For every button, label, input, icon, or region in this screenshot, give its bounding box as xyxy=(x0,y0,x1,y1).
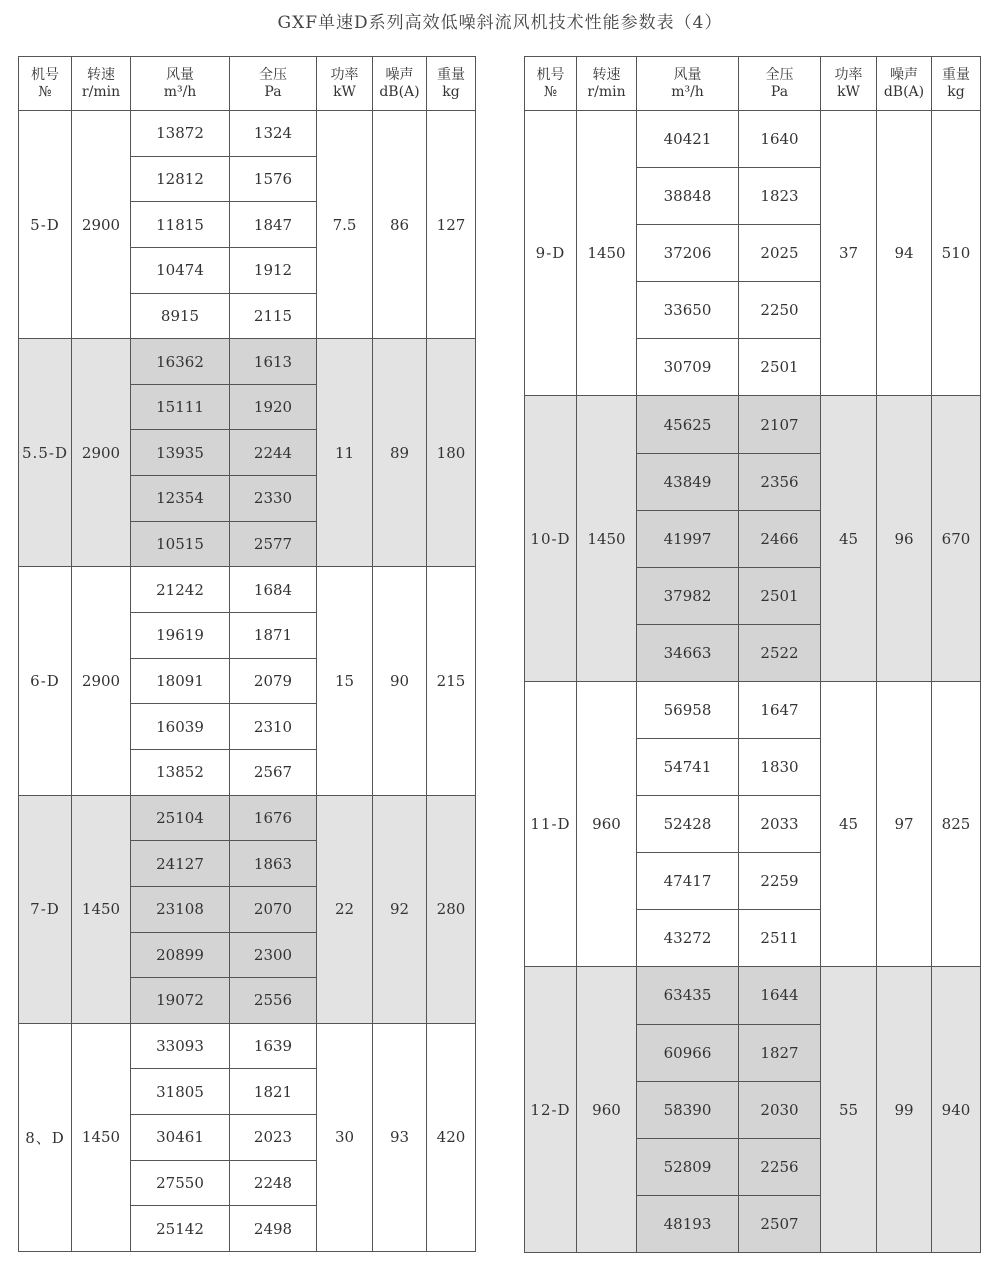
noise-cell: 96 xyxy=(877,396,932,681)
noise-cell: 92 xyxy=(373,795,427,1023)
pressure-cell: 1827 xyxy=(739,1024,821,1081)
table-row xyxy=(19,795,476,841)
header-unit: m³/h xyxy=(671,83,704,100)
airflow-cell: 33650 xyxy=(637,282,739,339)
weight-cell: 420 xyxy=(427,1023,476,1251)
power-cell: 15 xyxy=(317,567,373,795)
noise-header xyxy=(877,57,932,111)
power-cell: 22 xyxy=(317,795,373,1023)
model-cell: 11-D xyxy=(525,681,577,966)
pressure-cell: 1912 xyxy=(230,247,317,293)
airflow-cell: 30709 xyxy=(637,339,739,396)
power-cell: 7.5 xyxy=(317,111,373,339)
header-unit: № xyxy=(38,83,52,100)
airflow-cell: 19619 xyxy=(131,613,230,659)
model-header xyxy=(19,57,72,111)
noise-cell: 89 xyxy=(373,339,427,567)
speed-cell: 2900 xyxy=(72,567,131,795)
pressure-cell: 1830 xyxy=(739,739,821,796)
header-row xyxy=(525,57,981,111)
pressure-header xyxy=(739,57,821,111)
noise-cell: 90 xyxy=(373,567,427,795)
pressure-cell: 2256 xyxy=(739,1138,821,1195)
airflow-cell: 8915 xyxy=(131,293,230,339)
airflow-cell: 48193 xyxy=(637,1195,739,1252)
pressure-cell: 2070 xyxy=(230,886,317,932)
header-unit: Pa xyxy=(264,83,282,100)
pressure-cell: 2507 xyxy=(739,1195,821,1252)
header-unit: kW xyxy=(837,83,860,100)
pressure-cell: 1823 xyxy=(739,168,821,225)
airflow-cell: 27550 xyxy=(131,1160,230,1206)
header-label: 风量 xyxy=(166,66,194,83)
airflow-cell: 16039 xyxy=(131,704,230,750)
pressure-cell: 2300 xyxy=(230,932,317,978)
weight-cell: 180 xyxy=(427,339,476,567)
pressure-cell: 2498 xyxy=(230,1206,317,1252)
airflow-cell: 13852 xyxy=(131,749,230,795)
weight-header xyxy=(932,57,981,111)
airflow-cell: 12812 xyxy=(131,156,230,202)
weight-cell: 940 xyxy=(932,967,981,1252)
header-label: 噪声 xyxy=(385,66,414,83)
power-cell: 37 xyxy=(821,111,877,396)
table-row xyxy=(525,396,981,453)
noise-cell: 99 xyxy=(877,967,932,1252)
pressure-cell: 2567 xyxy=(230,749,317,795)
table-row xyxy=(525,967,981,1024)
power-cell: 11 xyxy=(317,339,373,567)
airflow-cell: 40421 xyxy=(637,111,739,168)
airflow-cell: 25104 xyxy=(131,795,230,841)
airflow-header xyxy=(131,57,230,111)
header-unit: m³/h xyxy=(163,83,197,100)
airflow-header xyxy=(637,57,739,111)
pressure-cell: 1863 xyxy=(230,841,317,887)
header-label: 噪声 xyxy=(890,66,918,83)
pressure-cell: 2511 xyxy=(739,910,821,967)
airflow-cell: 13935 xyxy=(131,430,230,476)
noise-cell: 86 xyxy=(373,111,427,339)
pressure-cell: 2259 xyxy=(739,853,821,910)
airflow-cell: 30461 xyxy=(131,1115,230,1161)
model-cell: 10-D xyxy=(525,396,577,681)
pressure-cell: 2577 xyxy=(230,521,317,567)
header-unit: dB(A) xyxy=(883,83,925,100)
noise-cell: 93 xyxy=(373,1023,427,1251)
power-header xyxy=(317,57,373,111)
airflow-cell: 37982 xyxy=(637,567,739,624)
power-cell: 45 xyxy=(821,396,877,681)
pressure-cell: 2466 xyxy=(739,510,821,567)
header-unit: kg xyxy=(442,83,460,100)
model-cell: 5.5-D xyxy=(19,339,72,567)
airflow-cell: 41997 xyxy=(637,510,739,567)
airflow-cell: 56958 xyxy=(637,681,739,738)
pressure-cell: 2033 xyxy=(739,796,821,853)
weight-cell: 127 xyxy=(427,111,476,339)
power-cell: 55 xyxy=(821,967,877,1252)
airflow-cell: 24127 xyxy=(131,841,230,887)
speed-cell: 960 xyxy=(577,967,637,1252)
airflow-cell: 13872 xyxy=(131,111,230,157)
airflow-cell: 16362 xyxy=(131,339,230,385)
header-label: 机号 xyxy=(31,66,59,83)
pressure-cell: 1676 xyxy=(230,795,317,841)
pressure-header xyxy=(230,57,317,111)
pressure-cell: 2556 xyxy=(230,978,317,1024)
airflow-cell: 20899 xyxy=(131,932,230,978)
pressure-cell: 2248 xyxy=(230,1160,317,1206)
pressure-cell: 2079 xyxy=(230,658,317,704)
header-label: 功率 xyxy=(834,66,863,83)
airflow-cell: 11815 xyxy=(131,202,230,248)
airflow-cell: 52428 xyxy=(637,796,739,853)
pressure-cell: 1920 xyxy=(230,384,317,430)
pressure-cell: 2250 xyxy=(739,282,821,339)
airflow-cell: 60966 xyxy=(637,1024,739,1081)
airflow-cell: 43272 xyxy=(637,910,739,967)
header-label: 功率 xyxy=(330,66,359,83)
model-header xyxy=(525,57,577,111)
spec-table-right xyxy=(524,56,981,1253)
airflow-cell: 25142 xyxy=(131,1206,230,1252)
pressure-cell: 1613 xyxy=(230,339,317,385)
pressure-cell: 2310 xyxy=(230,704,317,750)
pressure-cell: 1639 xyxy=(230,1023,317,1069)
pressure-cell: 2356 xyxy=(739,453,821,510)
model-cell: 12-D xyxy=(525,967,577,1252)
pressure-cell: 1684 xyxy=(230,567,317,613)
power-cell: 30 xyxy=(317,1023,373,1251)
model-cell: 7-D xyxy=(19,795,72,1023)
speed-cell: 960 xyxy=(577,681,637,966)
header-label: 重量 xyxy=(437,66,465,83)
pressure-cell: 2025 xyxy=(739,225,821,282)
model-cell: 9-D xyxy=(525,111,577,396)
header-unit: Pa xyxy=(770,83,789,100)
header-unit: dB(A) xyxy=(379,83,420,100)
table-row xyxy=(19,567,476,613)
airflow-cell: 58390 xyxy=(637,1081,739,1138)
pressure-cell: 2244 xyxy=(230,430,317,476)
airflow-cell: 38848 xyxy=(637,168,739,225)
weight-header xyxy=(427,57,476,111)
header-unit: № xyxy=(543,83,558,100)
model-cell: 6-D xyxy=(19,567,72,795)
pressure-cell: 2501 xyxy=(739,567,821,624)
speed-cell: 1450 xyxy=(577,396,637,681)
airflow-cell: 33093 xyxy=(131,1023,230,1069)
header-label: 全压 xyxy=(765,66,794,83)
pressure-cell: 2115 xyxy=(230,293,317,339)
power-header xyxy=(821,57,877,111)
pressure-cell: 1576 xyxy=(230,156,317,202)
header-label: 全压 xyxy=(259,66,287,83)
pressure-cell: 1644 xyxy=(739,967,821,1024)
header-label: 机号 xyxy=(536,66,565,83)
pressure-cell: 1847 xyxy=(230,202,317,248)
airflow-cell: 19072 xyxy=(131,978,230,1024)
power-cell: 45 xyxy=(821,681,877,966)
header-row xyxy=(19,57,476,111)
pressure-cell: 2330 xyxy=(230,476,317,522)
table-row xyxy=(19,339,476,385)
pressure-cell: 1871 xyxy=(230,613,317,659)
airflow-cell: 34663 xyxy=(637,624,739,681)
header-label: 转速 xyxy=(87,66,115,83)
airflow-cell: 37206 xyxy=(637,225,739,282)
airflow-cell: 12354 xyxy=(131,476,230,522)
noise-header xyxy=(373,57,427,111)
airflow-cell: 21242 xyxy=(131,567,230,613)
airflow-cell: 10515 xyxy=(131,521,230,567)
speed-header xyxy=(577,57,637,111)
airflow-cell: 23108 xyxy=(131,886,230,932)
speed-cell: 1450 xyxy=(72,1023,131,1251)
pressure-cell: 2030 xyxy=(739,1081,821,1138)
page-title: GXF单速D系列高效低噪斜流风机技术性能参数表（4） xyxy=(277,13,723,33)
airflow-cell: 54741 xyxy=(637,739,739,796)
header-unit: kg xyxy=(947,83,965,100)
noise-cell: 97 xyxy=(877,681,932,966)
table-row xyxy=(525,681,981,738)
header-unit: kW xyxy=(333,83,356,100)
noise-cell: 94 xyxy=(877,111,932,396)
airflow-cell: 10474 xyxy=(131,247,230,293)
airflow-cell: 45625 xyxy=(637,396,739,453)
header-label: 转速 xyxy=(592,66,621,83)
pressure-cell: 2522 xyxy=(739,624,821,681)
speed-cell: 2900 xyxy=(72,111,131,339)
model-cell: 8、D xyxy=(19,1023,72,1251)
pressure-cell: 1821 xyxy=(230,1069,317,1115)
speed-cell: 1450 xyxy=(72,795,131,1023)
pressure-cell: 2023 xyxy=(230,1115,317,1161)
header-label: 重量 xyxy=(942,66,970,83)
pressure-cell: 1647 xyxy=(739,681,821,738)
airflow-cell: 52809 xyxy=(637,1138,739,1195)
spec-table-left xyxy=(18,56,476,1252)
header-unit: r/min xyxy=(81,83,121,100)
airflow-cell: 47417 xyxy=(637,853,739,910)
table-row xyxy=(525,111,981,168)
speed-cell: 2900 xyxy=(72,339,131,567)
pressure-cell: 1640 xyxy=(739,111,821,168)
speed-header xyxy=(72,57,131,111)
airflow-cell: 31805 xyxy=(131,1069,230,1115)
table-row xyxy=(19,111,476,157)
weight-cell: 510 xyxy=(932,111,981,396)
weight-cell: 670 xyxy=(932,396,981,681)
weight-cell: 215 xyxy=(427,567,476,795)
airflow-cell: 63435 xyxy=(637,967,739,1024)
pressure-cell: 2501 xyxy=(739,339,821,396)
airflow-cell: 43849 xyxy=(637,453,739,510)
table-row xyxy=(19,1023,476,1069)
pressure-cell: 2107 xyxy=(739,396,821,453)
speed-cell: 1450 xyxy=(577,111,637,396)
weight-cell: 280 xyxy=(427,795,476,1023)
model-cell: 5-D xyxy=(19,111,72,339)
airflow-cell: 15111 xyxy=(131,384,230,430)
header-label: 风量 xyxy=(673,66,702,83)
header-unit: r/min xyxy=(587,83,626,100)
weight-cell: 825 xyxy=(932,681,981,966)
pressure-cell: 1324 xyxy=(230,111,317,157)
airflow-cell: 18091 xyxy=(131,658,230,704)
